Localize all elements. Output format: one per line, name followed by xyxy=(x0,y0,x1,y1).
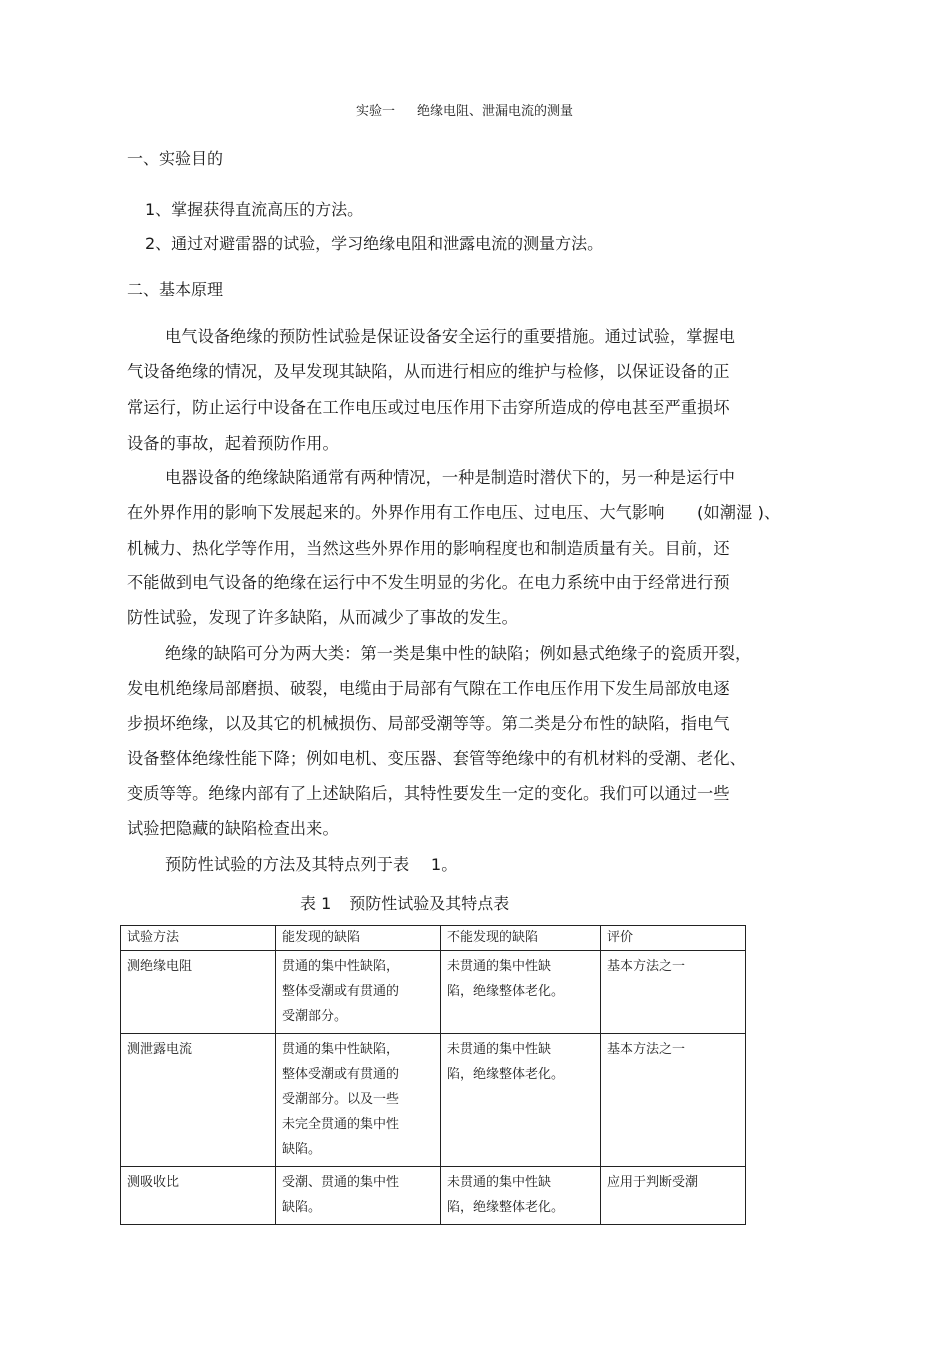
paragraph-line: 在外界作用的影响下发展起来的。外界作用有工作电压、过电压、大气影响 (如潮湿 )、 xyxy=(127,503,781,522)
table-header-cell: 评价 xyxy=(601,926,746,951)
paragraph-line: 防性试验，发现了许多缺陷，从而减少了事故的发生。 xyxy=(127,608,518,627)
section-heading-objectives: 一、实验目的 xyxy=(127,149,224,168)
table-header-cell: 试验方法 xyxy=(121,926,276,951)
table-cell: 贯通的集中性缺陷， 整体受潮或有贯通的 受潮部分。 xyxy=(276,951,441,1034)
table-row xyxy=(121,951,746,1034)
table-header-cell: 不能发现的缺陷 xyxy=(441,926,601,951)
table-cell: 测吸收比 xyxy=(121,1167,276,1225)
table-cell: 未贯通的集中性缺 陷，绝缘整体老化。 xyxy=(441,951,601,1034)
table-cell: 未贯通的集中性缺 陷，绝缘整体老化。 xyxy=(441,1167,601,1225)
paragraph-line: 设备整体绝缘性能下降；例如电机、变压器、套管等绝缘中的有机材料的受潮、老化、 xyxy=(127,749,746,768)
objective-item: 2、通过对避雷器的试验，学习绝缘电阻和泄露电流的测量方法。 xyxy=(145,234,604,253)
table-cell: 基本方法之一 xyxy=(601,951,746,1034)
table-caption xyxy=(300,891,509,914)
table-header-row xyxy=(121,926,746,951)
paragraph-line: 电气设备绝缘的预防性试验是保证设备安全运行的重要措施。通过试验，掌握电 xyxy=(165,327,736,346)
table-cell: 测泄露电流 xyxy=(121,1034,276,1167)
paragraph-line: 预防性试验的方法及其特点列于表 1。 xyxy=(165,855,458,874)
title-experiment-number: 实验一 xyxy=(356,104,396,119)
section-heading-principle: 二、基本原理 xyxy=(127,280,224,299)
table-cell: 受潮、贯通的集中性 缺陷。 xyxy=(276,1167,441,1225)
table-caption-text: 预防性试验及其特点表 xyxy=(349,894,510,913)
paragraph-line: 步损坏绝缘，以及其它的机械损伤、局部受潮等等。第二类是分布性的缺陷，指电气 xyxy=(127,714,730,733)
doc-title xyxy=(356,100,573,119)
table-caption-number: 表 1 xyxy=(300,894,332,913)
paragraph-line: 试验把隐藏的缺陷检查出来。 xyxy=(127,819,339,838)
table-cell: 贯通的集中性缺陷， 整体受潮或有贯通的 受潮部分。以及一些 未完全贯通的集中性 缺陷。 xyxy=(276,1034,441,1167)
paragraph-line: 常运行，防止运行中设备在工作电压或过电压作用下击穿所造成的停电甚至严重损坏 xyxy=(127,398,730,417)
paragraph-line: 设备的事故，起着预防作用。 xyxy=(127,434,339,453)
paragraph-line: 变质等等。绝缘内部有了上述缺陷后，其特性要发生一定的变化。我们可以通过一些 xyxy=(127,784,730,803)
paragraph-line: 不能做到电气设备的绝缘在运行中不发生明显的劣化。在电力系统中由于经常进行预 xyxy=(127,573,730,592)
table-cell: 基本方法之一 xyxy=(601,1034,746,1167)
paragraph-line: 气设备绝缘的情况，及早发现其缺陷，从而进行相应的维护与检修，以保证设备的正 xyxy=(127,362,730,381)
paragraph-line: 机械力、热化学等作用，当然这些外界作用的影响程度也和制造质量有关。目前，还 xyxy=(127,539,730,558)
table-cell: 应用于判断受潮 xyxy=(601,1167,746,1225)
paragraph-line: 电器设备的绝缘缺陷通常有两种情况，一种是制造时潜伏下的，另一种是运行中 xyxy=(165,468,736,487)
table-cell: 测绝缘电阻 xyxy=(121,951,276,1034)
table-row xyxy=(121,1167,746,1225)
objective-item: 1、掌握获得直流高压的方法。 xyxy=(145,200,364,219)
preventive-test-table xyxy=(120,925,746,1225)
paragraph-line: 发电机绝缘局部磨损、破裂，电缆由于局部有气隙在工作电压作用下发生局部放电逐 xyxy=(127,679,730,698)
table-cell: 未贯通的集中性缺 陷，绝缘整体老化。 xyxy=(441,1034,601,1167)
table-header-cell: 能发现的缺陷 xyxy=(276,926,441,951)
table-row xyxy=(121,1034,746,1167)
title-experiment-name: 绝缘电阻、泄漏电流的测量 xyxy=(417,104,574,119)
paragraph-line: 绝缘的缺陷可分为两大类：第一类是集中性的缺陷；例如悬式绝缘子的瓷质开裂， xyxy=(165,644,752,663)
